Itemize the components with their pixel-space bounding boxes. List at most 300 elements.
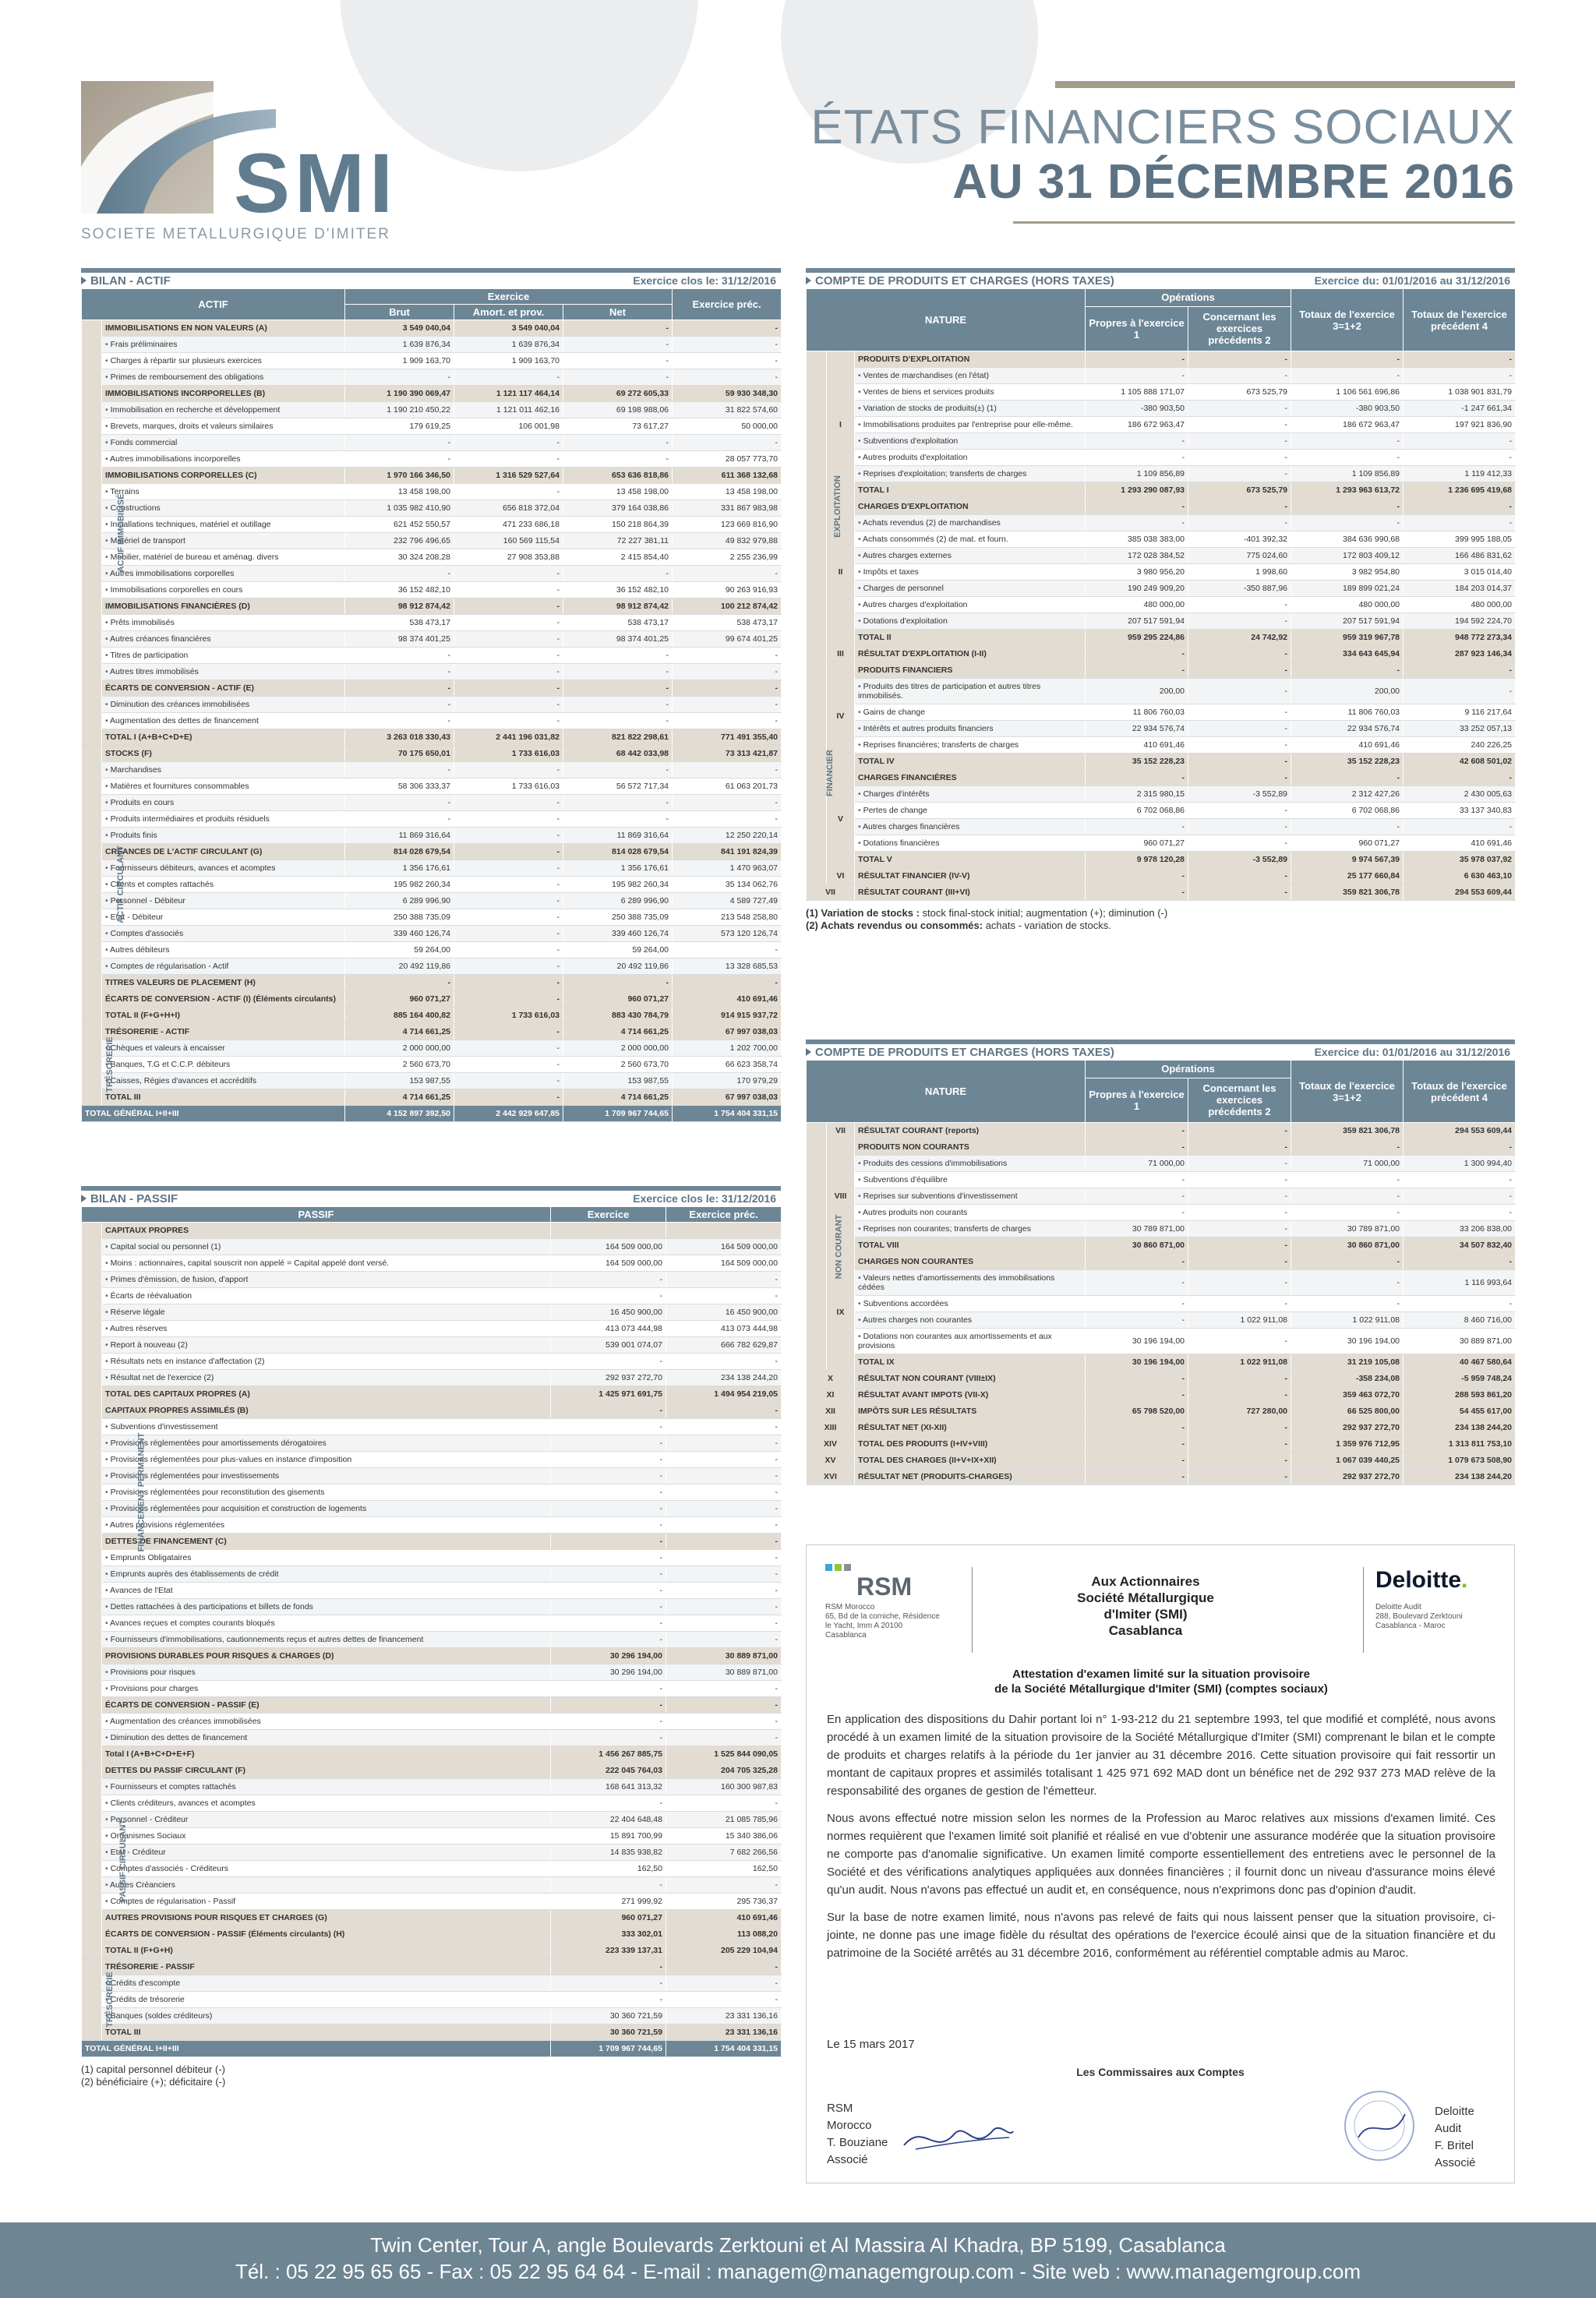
row-value: 1 709 967 744,65 xyxy=(563,1106,673,1122)
roman-numeral: VI xyxy=(827,868,855,884)
row-value: 207 517 591,94 xyxy=(1086,613,1188,630)
row-value: 195 982 260,34 xyxy=(563,877,673,893)
table-row xyxy=(82,1812,782,1828)
row-label: RÉSULTAT FINANCIER (IV-V) xyxy=(855,868,1086,884)
row-value xyxy=(666,1223,782,1239)
row-label: RÉSULTAT COURANT (reports) xyxy=(855,1123,1086,1139)
deloitte-address: Deloitte Audit 288, Boulevard Zerktouni Casablanca - Maroc xyxy=(1375,1603,1463,1630)
table-row xyxy=(82,958,782,975)
row-value: 385 038 383,00 xyxy=(1086,531,1188,548)
row-value: 1 109 856,89 xyxy=(1086,466,1188,482)
row-label: • Immobilisations produites par l'entreprise pour elle-même. xyxy=(855,417,1086,433)
row-label: • Avances de l'Etat xyxy=(102,1583,551,1599)
section-period: Exercice du: 01/01/2016 au 31/12/2016 xyxy=(1314,274,1510,287)
row-value: - xyxy=(1188,613,1291,630)
row-value: 1 293 963 613,72 xyxy=(1291,482,1404,499)
row-value: 410 691,46 xyxy=(666,1910,782,1926)
table-row xyxy=(82,1484,782,1501)
row-value: - xyxy=(666,1975,782,1992)
row-value: - xyxy=(1086,433,1188,450)
row-value: 14 835 938,82 xyxy=(551,1844,666,1861)
row-value: - xyxy=(1188,662,1291,679)
logo-tagline: SOCIETE METALLURGIQUE D'IMITER xyxy=(81,226,390,242)
row-label: CAPITAUX PROPRES ASSIMILÉS (B) xyxy=(102,1403,551,1419)
row-value: 27 908 353,88 xyxy=(454,549,563,566)
row-value: - xyxy=(563,795,673,811)
row-value: 960 071,27 xyxy=(551,1910,666,1926)
row-value: - xyxy=(1188,819,1291,835)
row-label: RÉSULTAT NON COURANT (VIII±IX) xyxy=(855,1371,1086,1387)
row-value: - xyxy=(1291,433,1404,450)
group-label-text: FINANCIER xyxy=(824,750,835,796)
row-label: • Reprises financières; transferts de charges xyxy=(855,737,1086,754)
row-value: - xyxy=(1086,1254,1188,1270)
row-value: - xyxy=(1291,1188,1404,1205)
row-value: 30 196 194,00 xyxy=(1086,1329,1188,1354)
row-value: 232 796 496,65 xyxy=(345,533,454,549)
row-value: - xyxy=(1086,1205,1188,1221)
row-value: 775 024,60 xyxy=(1188,548,1291,564)
row-value: - xyxy=(1188,351,1291,368)
row-label: ÉCARTS DE CONVERSION - PASSIF (E) xyxy=(102,1697,551,1714)
note-bold: (1) Variation de stocks : xyxy=(806,907,920,919)
row-value: 30 296 194,00 xyxy=(551,1664,666,1681)
row-value: - xyxy=(1404,351,1516,368)
col-prec: Exercice préc. xyxy=(666,1207,782,1223)
row-label: • Immobilisations corporelles en cours xyxy=(102,582,345,598)
table-row xyxy=(807,368,1516,384)
group-label-text: ACTIF IMMOBILISÉ xyxy=(116,493,126,572)
row-value: - xyxy=(1291,368,1404,384)
row-value: 59 264,00 xyxy=(345,942,454,958)
attestation-body xyxy=(827,1710,1495,1971)
row-value: - xyxy=(551,1435,666,1452)
row-value: - xyxy=(563,762,673,778)
row-value: 58 306 333,37 xyxy=(345,778,454,795)
row-value: - xyxy=(1086,1123,1188,1139)
row-value: 98 374 401,25 xyxy=(345,631,454,648)
row-value: - xyxy=(666,1615,782,1632)
row-label: • Reprises sur subventions d'investissement xyxy=(855,1188,1086,1205)
col-brut: Brut xyxy=(345,305,454,320)
row-value: - xyxy=(563,648,673,664)
row-value: 1 356 176,61 xyxy=(345,860,454,877)
col-exercice: Exercice xyxy=(551,1207,666,1223)
row-value: - xyxy=(454,435,563,451)
row-value: - xyxy=(1188,417,1291,433)
group-label xyxy=(82,1763,129,1959)
row-label: • Immobilisation en recherche et développement xyxy=(102,402,345,418)
table-row xyxy=(82,1795,782,1812)
divider xyxy=(972,1567,973,1653)
row-value: 538 473,17 xyxy=(345,615,454,631)
table-row xyxy=(82,909,782,926)
row-value: 292 937 272,70 xyxy=(1291,1469,1404,1485)
table-row xyxy=(82,369,782,386)
row-value: - xyxy=(1086,499,1188,515)
row-value: - xyxy=(1086,450,1188,466)
row-value: 2 430 005,63 xyxy=(1404,786,1516,803)
table-row xyxy=(82,320,782,337)
row-value: 471 233 686,18 xyxy=(454,517,563,533)
table-row xyxy=(82,1632,782,1648)
row-value: 4 714 661,25 xyxy=(345,1089,454,1106)
row-value: - xyxy=(666,1959,782,1975)
row-value: 1 022 911,08 xyxy=(1188,1312,1291,1329)
row-value: 1 119 412,33 xyxy=(1404,466,1516,482)
table-row xyxy=(82,844,782,860)
row-value: 3 982 954,80 xyxy=(1291,564,1404,581)
table-row xyxy=(807,581,1516,597)
col-prec: Exercice préc. xyxy=(673,289,782,320)
row-value: 1 300 994,40 xyxy=(1404,1156,1516,1172)
roman-numeral: VII xyxy=(807,884,855,901)
table-row xyxy=(82,1024,782,1040)
row-value: 15 340 386,06 xyxy=(666,1828,782,1844)
row-label: • Provisions réglementées pour acquisition et construction de logements xyxy=(102,1501,551,1517)
table-row xyxy=(82,1959,782,1975)
row-value: 22 934 576,74 xyxy=(1086,721,1188,737)
table-row xyxy=(807,868,1516,884)
row-value: 960 071,27 xyxy=(1086,835,1188,852)
row-label: • Clients et comptes rattachés xyxy=(102,877,345,893)
row-value: 234 138 244,20 xyxy=(1404,1420,1516,1436)
row-label: • Produits des titres de participation et autres titres immobilisés. xyxy=(855,679,1086,704)
table-row xyxy=(82,500,782,517)
roman-numeral: VIII xyxy=(827,1139,855,1254)
row-label: Total I (A+B+C+D+E+F) xyxy=(102,1746,551,1763)
group-label xyxy=(82,1959,115,2041)
row-label: IMMOBILISATIONS INCORPORELLES (B) xyxy=(102,386,345,402)
row-value: - xyxy=(1188,737,1291,754)
roman-numeral: VII xyxy=(827,1123,855,1139)
row-value: 65 798 520,00 xyxy=(1086,1403,1188,1420)
row-value: - xyxy=(1188,1469,1291,1485)
row-label: IMMOBILISATIONS EN NON VALEURS (A) xyxy=(102,320,345,337)
row-value: - xyxy=(454,828,563,844)
row-value: - xyxy=(551,1975,666,1992)
row-label: TOTAL II (F+G+H) xyxy=(102,1943,551,1959)
row-value: -358 234,08 xyxy=(1291,1371,1404,1387)
row-value: 30 196 194,00 xyxy=(1086,1354,1188,1371)
row-value: 2 255 236,99 xyxy=(673,549,782,566)
row-value xyxy=(551,1223,666,1239)
table-row xyxy=(82,795,782,811)
row-value: 68 442 033,98 xyxy=(563,746,673,762)
footer-contact: Tél. : 05 22 95 65 65 - Fax : 05 22 95 64 64 - E-mail : managem@managemgroup.com - Site web : www.managemgroup.com xyxy=(235,2260,1361,2283)
row-value: - xyxy=(454,877,563,893)
row-value: - xyxy=(454,1089,563,1106)
table-row xyxy=(807,1403,1516,1420)
row-value: 164 509 000,00 xyxy=(666,1255,782,1272)
signature-right: Deloitte Audit F. Britel Associé xyxy=(1435,2105,1476,2169)
row-value: 1 202 700,00 xyxy=(673,1040,782,1057)
row-label: CHARGES D'EXPLOITATION xyxy=(855,499,1086,515)
row-value: - xyxy=(551,1959,666,1975)
row-value: - xyxy=(1188,1420,1291,1436)
row-label: • Fournisseurs d'immobilisations, cautionnements reçus et autres dettes de financement xyxy=(102,1632,551,1648)
row-value: 66 623 358,74 xyxy=(673,1057,782,1073)
row-value: - xyxy=(454,909,563,926)
row-label: RÉSULTAT AVANT IMPOTS (VII-X) xyxy=(855,1387,1086,1403)
row-value: - xyxy=(1188,754,1291,770)
group-label-text: TRÉSORERIE xyxy=(104,1971,115,2028)
row-value: 30 860 871,00 xyxy=(1086,1237,1188,1254)
col-nature: NATURE xyxy=(807,1061,1086,1123)
table-row xyxy=(807,679,1516,704)
table-row xyxy=(82,828,782,844)
row-value: 1 998,60 xyxy=(1188,564,1291,581)
row-value: 189 899 021,24 xyxy=(1291,581,1404,597)
row-value: 36 152 482,10 xyxy=(563,582,673,598)
row-value: 13 458 198,00 xyxy=(563,484,673,500)
row-value: 384 636 990,68 xyxy=(1291,531,1404,548)
row-value: - xyxy=(673,664,782,680)
row-value: 11 806 760,03 xyxy=(1086,704,1188,721)
table-row xyxy=(82,1681,782,1697)
table-row xyxy=(807,466,1516,482)
table-row xyxy=(82,533,782,549)
row-value: 33 206 838,00 xyxy=(1404,1221,1516,1237)
row-value: 204 705 325,28 xyxy=(666,1763,782,1779)
row-value: 66 525 800,00 xyxy=(1291,1403,1404,1420)
row-value: 30 889 871,00 xyxy=(666,1664,782,1681)
table-row xyxy=(82,762,782,778)
row-value: 35 134 062,76 xyxy=(673,877,782,893)
row-value: 4 589 727,49 xyxy=(673,893,782,909)
table-row xyxy=(82,1861,782,1877)
row-value: - xyxy=(673,320,782,337)
row-label: • Subventions accordées xyxy=(855,1296,1086,1312)
col-operations: Opérations xyxy=(1086,289,1291,307)
subject-line: Attestation d'examen limité sur la situation provisoire xyxy=(1012,1668,1310,1681)
table-row xyxy=(82,598,782,615)
row-value: 294 553 609,44 xyxy=(1404,1123,1516,1139)
table-row xyxy=(82,1403,782,1419)
row-value: 410 691,46 xyxy=(673,991,782,1008)
row-value: 12 250 220,14 xyxy=(673,828,782,844)
row-value: 222 045 764,03 xyxy=(551,1763,666,1779)
table-row xyxy=(82,1354,782,1370)
row-value: 234 138 244,20 xyxy=(1404,1469,1516,1485)
row-label: TOTAL II xyxy=(855,630,1086,646)
row-value: - xyxy=(454,1073,563,1089)
row-value: - xyxy=(454,615,563,631)
col-precedents: Concernant les exercices précédents 2 xyxy=(1188,1078,1291,1122)
section-title: COMPTE DE PRODUITS ET CHARGES (HORS TAXES) xyxy=(806,1046,1114,1059)
row-value: - xyxy=(673,648,782,664)
table-row xyxy=(807,597,1516,613)
table-row xyxy=(807,1205,1516,1221)
row-value: 207 517 591,94 xyxy=(1291,613,1404,630)
table-row xyxy=(82,1337,782,1354)
rsm-logo xyxy=(825,1564,981,1640)
row-value: - xyxy=(551,1599,666,1615)
row-value: 1 022 911,08 xyxy=(1291,1312,1404,1329)
row-value: 153 987,55 xyxy=(563,1073,673,1089)
table-row xyxy=(807,1221,1516,1237)
row-label: PRODUITS FINANCIERS xyxy=(855,662,1086,679)
row-label: ÉCARTS DE CONVERSION - ACTIF (I) (Éléments circulants) xyxy=(102,991,345,1008)
row-value: - xyxy=(1291,450,1404,466)
row-value: 1 733 616,03 xyxy=(454,778,563,795)
row-label: • Autres immobilisations corporelles xyxy=(102,566,345,582)
row-value: - xyxy=(563,337,673,353)
row-value: 1 116 993,64 xyxy=(1404,1270,1516,1296)
table-row xyxy=(82,1828,782,1844)
table-row xyxy=(807,835,1516,852)
row-value: 35 978 037,92 xyxy=(1404,852,1516,868)
table-row xyxy=(82,1288,782,1304)
table-row xyxy=(82,1648,782,1664)
bilan-actif-section xyxy=(81,268,781,1122)
row-value: 21 085 785,96 xyxy=(666,1812,782,1828)
row-value: - xyxy=(1086,351,1188,368)
row-value: 1 236 695 419,68 xyxy=(1404,482,1516,499)
row-value: - xyxy=(1086,1469,1188,1485)
table-row xyxy=(82,942,782,958)
row-value: 6 630 463,10 xyxy=(1404,868,1516,884)
row-value: - xyxy=(454,713,563,729)
table-row xyxy=(82,811,782,828)
row-value: 621 452 550,57 xyxy=(345,517,454,533)
group-label-text: EXPLOITATION xyxy=(832,475,842,538)
row-value: 98 912 874,42 xyxy=(563,598,673,615)
row-value: - xyxy=(1291,515,1404,531)
row-value: - xyxy=(1086,1188,1188,1205)
row-value: 30 324 208,28 xyxy=(345,549,454,566)
table-row xyxy=(82,549,782,566)
row-value: - xyxy=(551,1681,666,1697)
row-value: - xyxy=(454,697,563,713)
row-value: 4 714 661,25 xyxy=(563,1089,673,1106)
row-value: - xyxy=(1086,1139,1188,1156)
col-passif: PASSIF xyxy=(82,1207,551,1223)
row-value: - xyxy=(454,648,563,664)
row-label: • Autres produits non courants xyxy=(855,1205,1086,1221)
row-value: 288 593 861,20 xyxy=(1404,1387,1516,1403)
row-value: 250 388 735,09 xyxy=(563,909,673,926)
table-row xyxy=(807,1453,1516,1469)
col-totaux: Totaux de l'exercice 3=1+2 xyxy=(1291,289,1404,351)
table-row xyxy=(807,613,1516,630)
row-value: - xyxy=(666,1435,782,1452)
row-value: 3 549 040,04 xyxy=(345,320,454,337)
row-label: • Fournisseurs et comptes rattachés xyxy=(102,1779,551,1795)
row-value: - xyxy=(666,1534,782,1550)
col-precedents: Concernant les exercices précédents 2 xyxy=(1188,306,1291,351)
row-value: - xyxy=(1291,662,1404,679)
row-value: - xyxy=(454,844,563,860)
row-value: 2 000 000,00 xyxy=(345,1040,454,1057)
section-period: Exercice clos le: 31/12/2016 xyxy=(633,274,776,287)
row-value: 1 970 166 346,50 xyxy=(345,468,454,484)
table-row xyxy=(82,648,782,664)
row-label: • Mobilier, matériel de bureau et aménag. divers xyxy=(102,549,345,566)
row-label: • Personnel - Débiteur xyxy=(102,893,345,909)
table-row xyxy=(807,548,1516,564)
row-value: 1 313 811 753,10 xyxy=(1404,1436,1516,1453)
row-value: - xyxy=(1404,515,1516,531)
row-value: 31 219 105,08 xyxy=(1291,1354,1404,1371)
row-label: TOTAL IX xyxy=(855,1354,1086,1371)
row-label: • Subventions d'exploitation xyxy=(855,433,1086,450)
row-value: - xyxy=(551,1484,666,1501)
row-label: • Report à nouveau (2) xyxy=(102,1337,551,1354)
table-row xyxy=(807,646,1516,662)
row-value: 106 001,98 xyxy=(454,418,563,435)
row-value: 959 295 224,86 xyxy=(1086,630,1188,646)
row-label: • Provisions pour charges xyxy=(102,1681,551,1697)
table-row xyxy=(807,819,1516,835)
table-row xyxy=(82,1452,782,1468)
row-label: • Brevets, marques, droits et valeurs similaires xyxy=(102,418,345,435)
row-value: - xyxy=(345,762,454,778)
table-row xyxy=(807,1296,1516,1312)
roman-numeral: X xyxy=(807,1371,855,1387)
row-label: • Autres produits d'exploitation xyxy=(855,450,1086,466)
row-value: 2 560 673,70 xyxy=(563,1057,673,1073)
row-label: TOTAL III xyxy=(102,2024,551,2041)
row-value: -3 552,89 xyxy=(1188,786,1291,803)
row-label: • Frais préliminaires xyxy=(102,337,345,353)
row-value: - xyxy=(563,320,673,337)
addressee-line: Société Métallurgique xyxy=(1077,1590,1214,1605)
table-row xyxy=(82,1763,782,1779)
subject-line: de la Société Métallurgique d'Imiter (SMI) (comptes sociaux) xyxy=(994,1682,1328,1696)
row-label: • Charges d'intérêts xyxy=(855,786,1086,803)
row-value: -401 392,32 xyxy=(1188,531,1291,548)
row-value: 11 869 316,64 xyxy=(563,828,673,844)
row-value: - xyxy=(666,1288,782,1304)
col-propres: Propres à l'exercice 1 xyxy=(1086,306,1188,351)
row-value: - xyxy=(345,713,454,729)
table-row xyxy=(807,852,1516,868)
row-value: - xyxy=(454,926,563,942)
section-header xyxy=(806,1040,1515,1060)
table-row xyxy=(82,778,782,795)
row-value: 480 000,00 xyxy=(1086,597,1188,613)
row-label: • Achats consommés (2) de mat. et fourn. xyxy=(855,531,1086,548)
row-value: 9 116 217,64 xyxy=(1404,704,1516,721)
row-value: 4 714 661,25 xyxy=(563,1024,673,1040)
row-value: 213 548 258,80 xyxy=(673,909,782,926)
row-value: 30 860 871,00 xyxy=(1291,1237,1404,1254)
row-value: - xyxy=(1291,499,1404,515)
row-value: 6 702 068,86 xyxy=(1291,803,1404,819)
rsm-address: RSM Morocco 65, Bd de la corniche, Résidence le Yacht, Imm A 20100 Casablanca xyxy=(825,1603,940,1640)
row-value: - xyxy=(454,795,563,811)
row-value: - xyxy=(563,369,673,386)
row-value: 99 674 401,25 xyxy=(673,631,782,648)
table-row xyxy=(807,803,1516,819)
table-row xyxy=(82,1975,782,1992)
row-value: 98 912 874,42 xyxy=(345,598,454,615)
row-value: 1 709 967 744,65 xyxy=(551,2041,666,2057)
row-value: 814 028 679,54 xyxy=(345,844,454,860)
row-label: • Terrains xyxy=(102,484,345,500)
row-label: • Personnel - Créditeur xyxy=(102,1812,551,1828)
row-value: - xyxy=(1404,1254,1516,1270)
table-row xyxy=(807,1436,1516,1453)
row-value: 186 672 963,47 xyxy=(1291,417,1404,433)
row-label: TOTAL IV xyxy=(855,754,1086,770)
row-label: • Comptes d'associés xyxy=(102,926,345,942)
row-value: - xyxy=(1086,1436,1188,1453)
attestation-subject xyxy=(853,1667,1469,1696)
row-label: TOTAL III xyxy=(102,1089,345,1106)
row-value: 30 196 194,00 xyxy=(1291,1329,1404,1354)
